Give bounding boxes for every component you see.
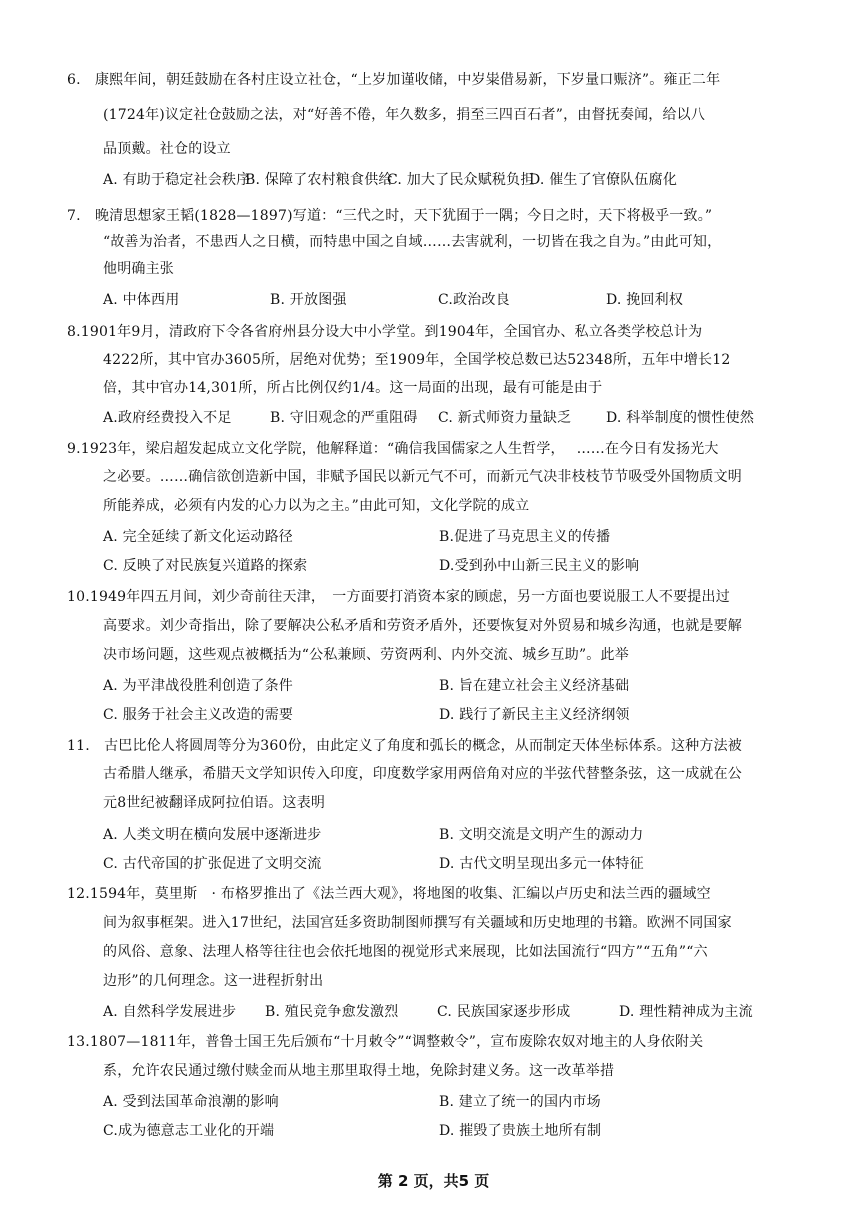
answer-option[interactable]: C. 反映了对民族复兴道路的探索 xyxy=(103,558,308,574)
question-stem-first-line: 10.1949年四五月间，刘少奇前往天津， 一方面要打消资本家的顾虑，另一方面也要说服工人不要提出过 xyxy=(67,589,730,605)
question-stem-first-line: 9.1923年，梁启超发起成立文化学院，他解释道：“确信我国儒家之人生哲学， ……在今日有发扬光大 xyxy=(67,441,719,457)
answer-option[interactable]: B. 开放图强 xyxy=(270,292,347,308)
answer-option[interactable]: B. 旨在建立社会主义经济基础 xyxy=(439,678,630,694)
answer-option[interactable]: A. 为平津战役胜利创造了条件 xyxy=(103,678,294,694)
answer-option[interactable]: D.受到孙中山新三民主义的影响 xyxy=(439,558,640,574)
answer-option[interactable]: C.成为德意志工业化的开端 xyxy=(103,1123,275,1139)
question-stem-first-line: 8.1901年9月，清政府下令各省府州县分设大中小学堂。到1904年，全国官办、私立各类学校总计为 xyxy=(67,324,703,340)
question-stem-line: 倍，其中官办14,301所，所占比例仅约1/4。这一局面的出现，最有可能是由于 xyxy=(103,380,603,396)
answer-option[interactable]: B.促进了马克思主义的传播 xyxy=(439,529,611,545)
answer-option[interactable]: C.政治改良 xyxy=(438,292,510,308)
answer-option[interactable]: D. 科举制度的惯性使然 xyxy=(606,410,755,426)
answer-option[interactable]: D. 践行了新民主主义经济纲领 xyxy=(439,707,630,723)
answer-option[interactable]: A.政府经费投入不足 xyxy=(103,410,232,426)
answer-option[interactable]: C. 民族国家逐步形成 xyxy=(437,1004,571,1020)
answer-option[interactable]: A. 完全延续了新文化运动路径 xyxy=(103,529,294,545)
question-stem-line: 古希腊人继承，希腊天文学知识传入印度，印度数学家用两倍角对应的半弦代替整条弦，这一成就在公 xyxy=(103,766,742,782)
answer-option[interactable]: A. 中体西用 xyxy=(103,292,180,308)
answer-option[interactable]: A. 有助于稳定社会秩序 xyxy=(103,172,251,188)
answer-option[interactable]: B. 殖民竞争愈发激烈 xyxy=(265,1004,399,1020)
question-stem-line: 决市场问题，这些观点被概括为“公私兼顾、劳资两利、内外交流、城乡互助”。此举 xyxy=(103,647,629,663)
question-stem-line: (1724年)议定社仓鼓励之法，对“好善不倦，年久数多，捐至三四百石者”，由督抚奏闻，给以八 xyxy=(103,107,706,123)
question-stem-line: 元8世纪被翻译成阿拉伯语。这表明 xyxy=(103,795,326,811)
question-stem-first-line: 11. 古巴比伦人将圆周等分为360份，由此定义了角度和弧长的概念，从而制定天体坐标体系。这种方法被 xyxy=(67,738,742,754)
answer-option[interactable]: D. 催生了官僚队伍腐化 xyxy=(529,172,678,188)
question-stem-line: 的风俗、意象、法理人格等往往也会依托地图的视觉形式来展现，比如法国流行“四方”“五角”“六 xyxy=(103,944,708,960)
answer-option[interactable]: A. 受到法国革命浪潮的影响 xyxy=(103,1094,279,1110)
question-stem-line: 之必要。……确信欲创造新中国，非赋予国民以新元气不可，而新元气决非枝枝节节吸受外国物质文明 xyxy=(103,469,742,485)
question-stem-line: 高要求。刘少奇指出，除了要解决公私矛盾和劳资矛盾外，还要恢复对外贸易和城乡沟通，也就是要解 xyxy=(103,618,742,634)
answer-option[interactable]: C. 新式师资力量缺乏 xyxy=(438,410,572,426)
question-stem-line: 间为叙事框架。进入17世纪，法国宫廷多资助制图师撰写有关疆域和历史地理的书籍。欧洲不同国家 xyxy=(103,915,732,931)
answer-option[interactable]: C. 加大了民众赋税负担 xyxy=(387,172,535,188)
question-stem-line: 4222所，其中官办3605所，居绝对优势；至1909年，全国学校总数已达52348所，五年中增长12 xyxy=(103,352,731,368)
question-stem-first-line: 13.1807—1811年，普鲁士国王先后颁布“十月敕令”“调整敕令”，宣布废除农奴对地主的人身依附关 xyxy=(67,1034,704,1050)
question-stem-line: 品顶戴。社仓的设立 xyxy=(103,141,231,157)
answer-option[interactable]: D. 摧毁了贵族土地所有制 xyxy=(439,1123,602,1139)
answer-option[interactable]: B. 保障了农村粮食供给 xyxy=(245,172,393,188)
page-footer: 第 2 页，共5 页 xyxy=(377,1172,490,1190)
question-stem-line: 边形”的几何理念。这一进程折射出 xyxy=(103,973,324,989)
answer-option[interactable]: B. 文明交流是文明产生的源动力 xyxy=(439,827,644,843)
answer-option[interactable]: B. 建立了统一的国内市场 xyxy=(439,1094,601,1110)
question-stem-line: “故善为治者，不患西人之日横，而特患中国之自域……去害就利，一切皆在我之自为。”由此可知， xyxy=(103,234,722,250)
question-stem-first-line: 12.1594年，莫里斯 · 布格罗推出了《法兰西大观》，将地图的收集、汇编以卢历史和法兰西的疆域空 xyxy=(67,886,711,902)
answer-option[interactable]: D. 挽回利权 xyxy=(606,292,684,308)
answer-option[interactable]: C. 服务于社会主义改造的需要 xyxy=(103,707,294,723)
question-stem-first-line: 7. 晚清思想家王韬(1828—1897)写道：“三代之时，天下犹囿于一隅；今日之时，天下将极乎一致。” xyxy=(67,208,713,224)
answer-option[interactable]: C. 古代帝国的扩张促进了文明交流 xyxy=(103,856,322,872)
answer-option[interactable]: D. 古代文明呈现出多元一体特征 xyxy=(439,856,644,872)
question-stem-line: 系，允许农民通过缴付赎金而从地主那里取得土地，免除封建义务。这一改革举措 xyxy=(103,1063,615,1079)
question-stem-first-line: 6. 康熙年间，朝廷鼓励在各村庄设立社仓，“上岁加谨收储，中岁粜借易新，下岁量口赈济”。雍正二年 xyxy=(67,72,721,88)
answer-option[interactable]: A. 自然科学发展进步 xyxy=(103,1004,237,1020)
question-stem-line: 所能养成，必须有内发的心力以为之主。”由此可知，文化学院的成立 xyxy=(103,498,530,514)
answer-option[interactable]: D. 理性精神成为主流 xyxy=(619,1004,753,1020)
answer-option[interactable]: A. 人类文明在横向发展中逐渐进步 xyxy=(103,827,322,843)
question-stem-line: 他明确主张 xyxy=(103,261,174,277)
answer-option[interactable]: B. 守旧观念的严重阻碍 xyxy=(270,410,418,426)
